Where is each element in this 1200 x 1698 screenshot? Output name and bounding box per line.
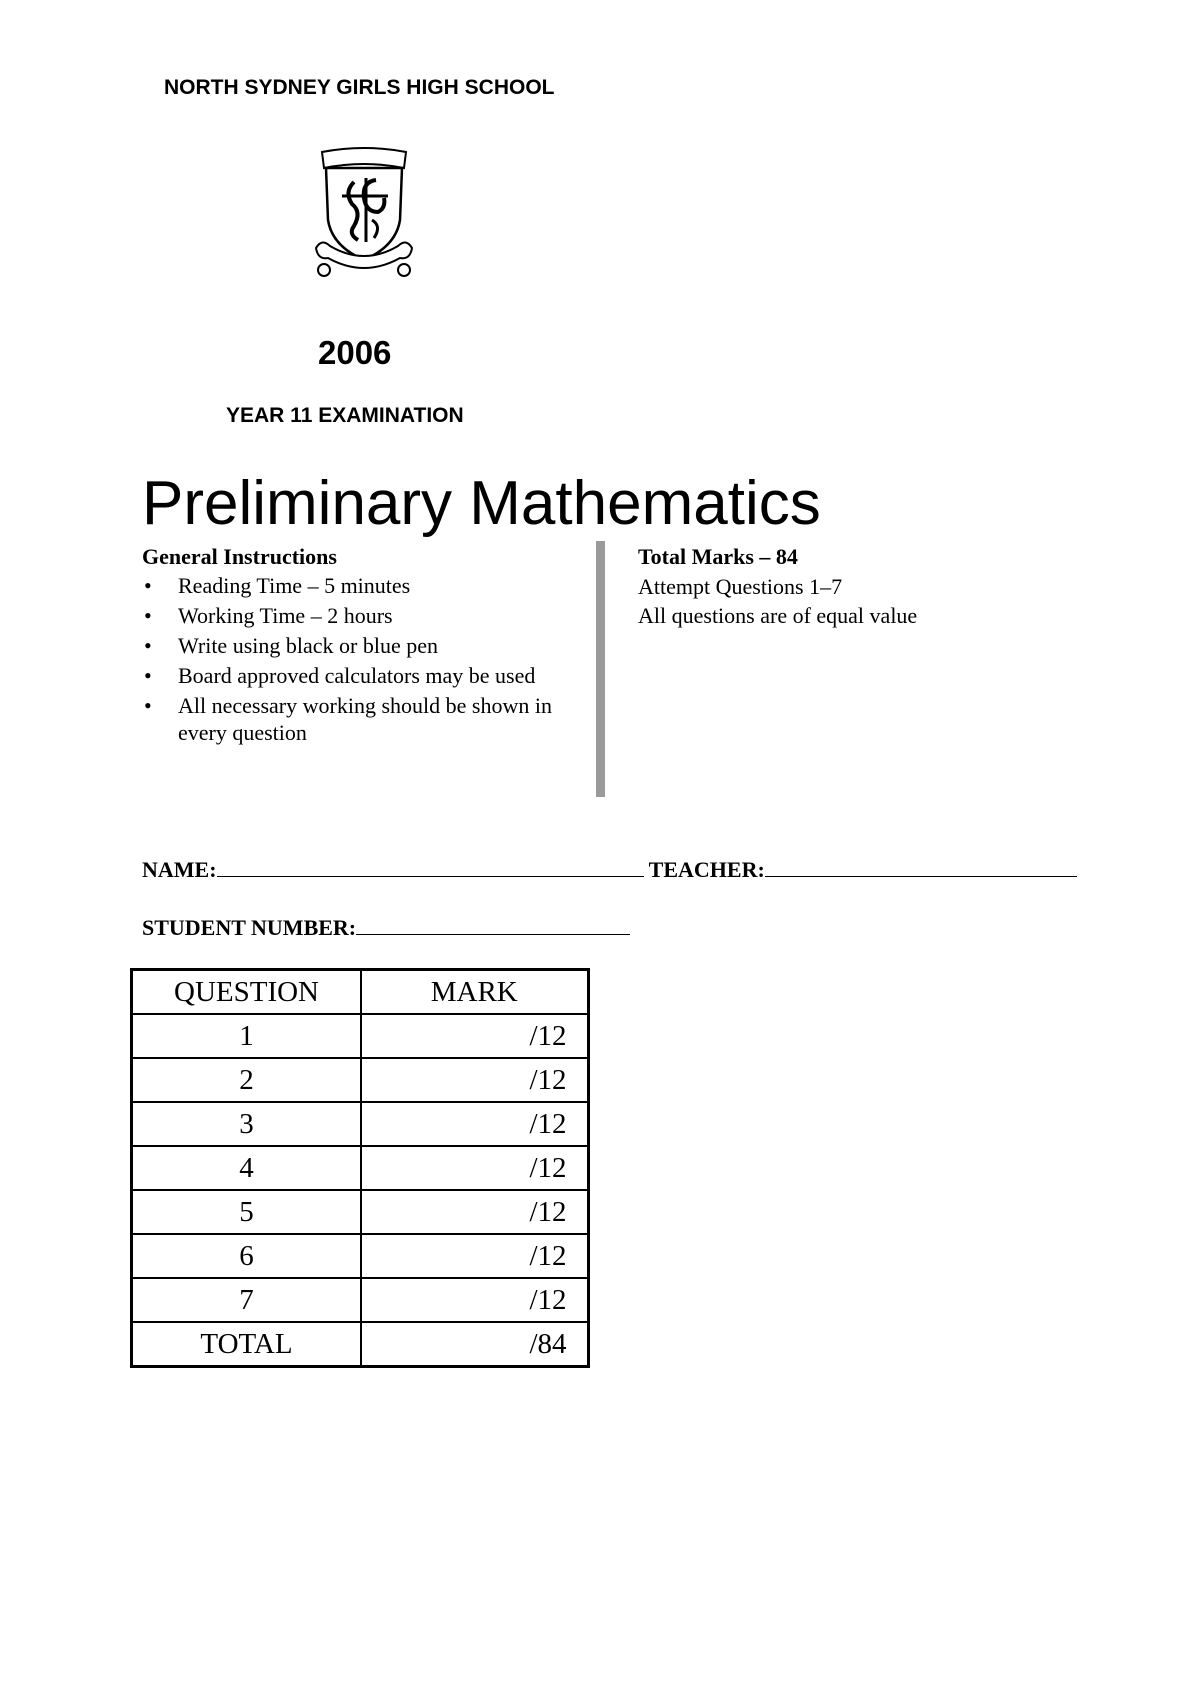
marks-line: All questions are of equal value	[638, 603, 918, 628]
total-marks-heading: Total Marks – 84	[638, 544, 798, 569]
instructions-list	[142, 572, 582, 746]
bullet-icon: •	[144, 693, 152, 718]
question-cell: 4	[132, 1146, 362, 1190]
teacher-input-line[interactable]	[765, 856, 1077, 877]
name-field	[142, 856, 1077, 883]
column-divider	[596, 541, 605, 797]
school-name: NORTH SYDNEY GIRLS HIGH SCHOOL	[164, 76, 555, 99]
bullet-icon: •	[144, 633, 152, 658]
name-label: NAME:	[142, 857, 217, 882]
table-row	[132, 1146, 589, 1190]
question-cell: 3	[132, 1102, 362, 1146]
marks-line: Attempt Questions 1–7	[638, 574, 843, 599]
instructions-heading: General Instructions	[142, 544, 337, 569]
table-row	[132, 1058, 589, 1102]
total-label-cell: TOTAL	[132, 1322, 362, 1367]
list-item: • Working Time – 2 hours	[144, 603, 393, 628]
table-row	[132, 1102, 589, 1146]
bullet-icon: •	[144, 573, 152, 598]
table-row	[132, 1278, 589, 1322]
exam-type: YEAR 11 EXAMINATION	[226, 404, 464, 427]
question-cell: 5	[132, 1190, 362, 1234]
school-crest-icon	[314, 142, 414, 282]
mark-cell: /12	[361, 1190, 588, 1234]
mark-cell: /12	[361, 1146, 588, 1190]
page-title: Preliminary Mathematics	[142, 469, 821, 538]
table-header-row	[132, 970, 589, 1015]
mark-cell: /12	[361, 1234, 588, 1278]
header-question: QUESTION	[132, 970, 362, 1015]
table-total-row	[132, 1322, 589, 1367]
mark-cell: /12	[361, 1058, 588, 1102]
list-item: • All necessary working should be shown in every question	[144, 693, 552, 745]
table-row	[132, 1014, 589, 1058]
marks-table	[130, 968, 590, 1368]
student-number-field	[142, 914, 630, 941]
mark-cell: /12	[361, 1014, 588, 1058]
question-cell: 1	[132, 1014, 362, 1058]
question-cell: 7	[132, 1278, 362, 1322]
table-row	[132, 1234, 589, 1278]
list-item: • Reading Time – 5 minutes	[144, 573, 411, 598]
teacher-label: TEACHER:	[648, 857, 765, 882]
question-cell: 6	[132, 1234, 362, 1278]
student-number-label: STUDENT NUMBER:	[142, 915, 357, 940]
table-row	[132, 1190, 589, 1234]
student-number-input-line[interactable]	[356, 914, 630, 935]
header-mark: MARK	[361, 970, 588, 1015]
list-item: • Write using black or blue pen	[144, 633, 438, 658]
name-input-line[interactable]	[217, 856, 644, 877]
bullet-icon: •	[144, 603, 152, 628]
question-cell: 2	[132, 1058, 362, 1102]
mark-cell: /12	[361, 1278, 588, 1322]
total-mark-cell: /84	[361, 1322, 588, 1367]
total-marks-info	[638, 544, 917, 630]
list-item: • Board approved calculators may be used	[144, 663, 536, 688]
general-instructions	[142, 544, 582, 749]
mark-cell: /12	[361, 1102, 588, 1146]
exam-year: 2006	[318, 334, 392, 371]
bullet-icon: •	[144, 663, 152, 688]
